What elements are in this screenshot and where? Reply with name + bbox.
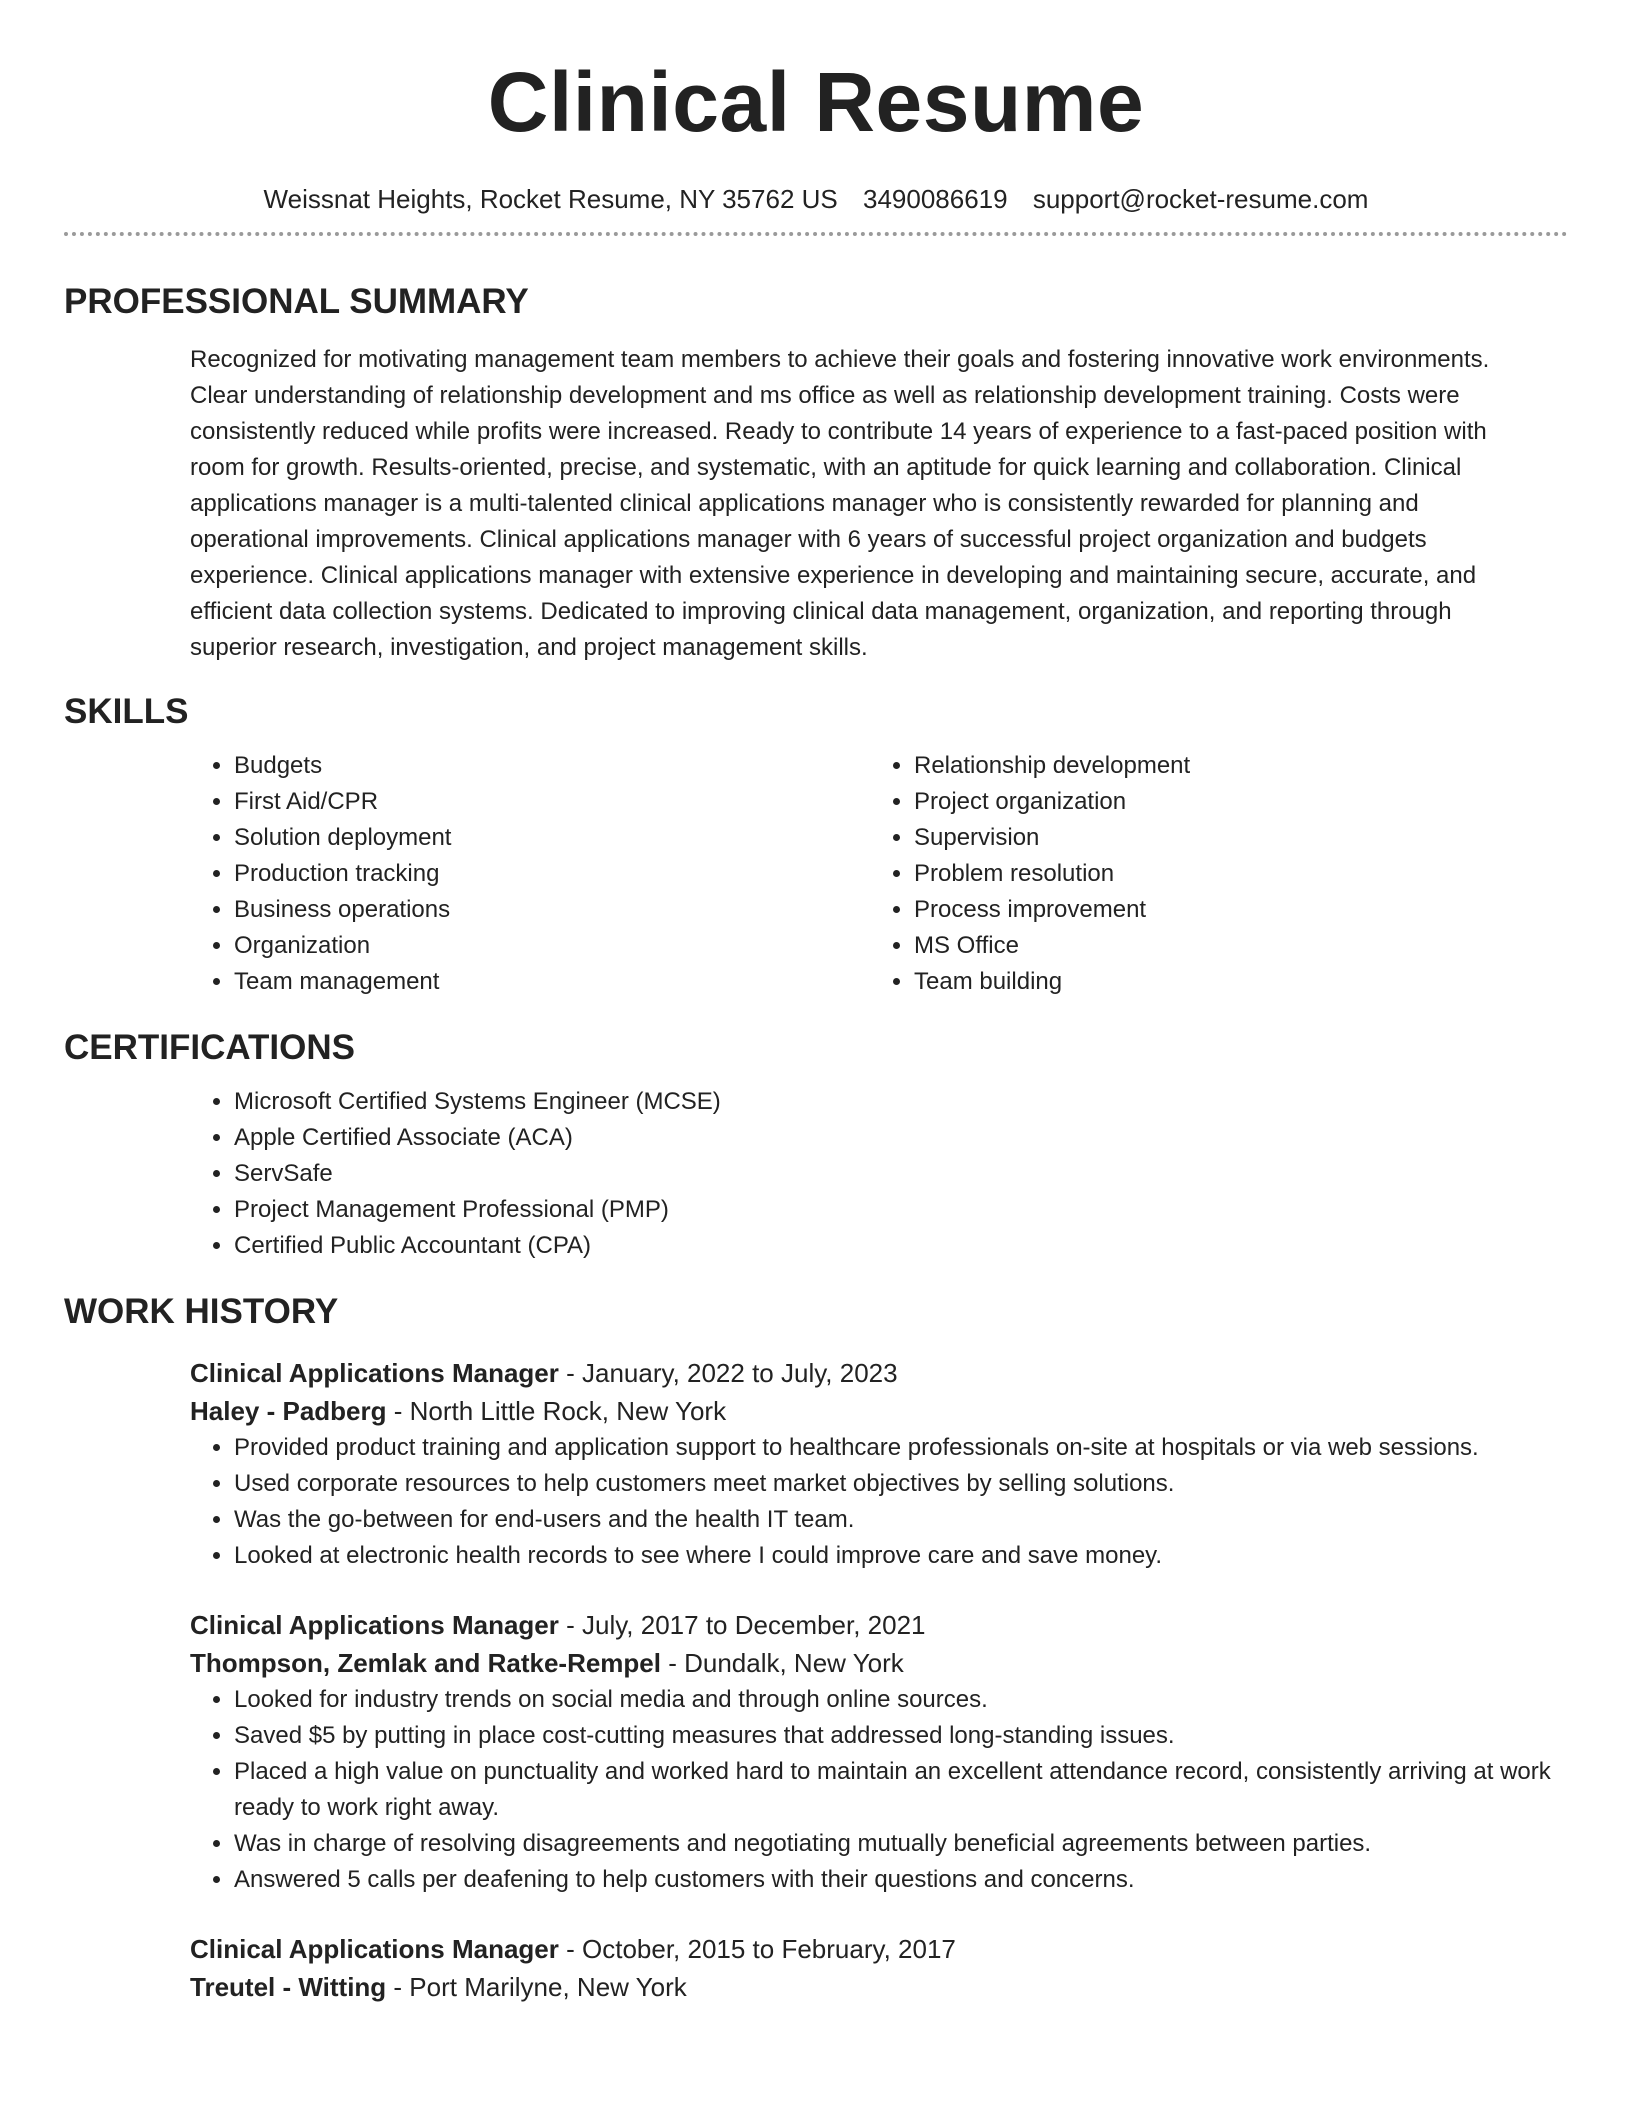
job-company: Treutel - Witting: [190, 1972, 387, 2002]
job-bullet: • Saved $5 by putting in place cost-cutting measures that addressed long-standing issues.: [234, 1718, 1568, 1754]
job-entry: [190, 1606, 1568, 1898]
certification-item: • ServSafe: [234, 1156, 1568, 1192]
job-company-line: [190, 1392, 1568, 1430]
job-company: Thompson, Zemlak and Ratke-Rempel: [190, 1648, 661, 1678]
job-dates: - July, 2017 to December, 2021: [558, 1610, 926, 1640]
work-history-heading: WORK HISTORY: [64, 1292, 339, 1331]
summary-heading: PROFESSIONAL SUMMARY: [64, 282, 529, 321]
skill-item: • Production tracking: [234, 856, 870, 892]
certifications-body: [190, 1084, 1568, 1264]
certification-item: • Microsoft Certified Systems Engineer (MCSE): [234, 1084, 1568, 1120]
skill-item: • Supervision: [914, 820, 1568, 856]
skills-heading: SKILLS: [64, 692, 189, 731]
job-role: Clinical Applications Manager: [190, 1610, 559, 1640]
certification-item: • Apple Certified Associate (ACA): [234, 1120, 1568, 1156]
job-bullet: • Was the go-between for end-users and the health IT team.: [234, 1502, 1568, 1538]
skills-grid: [190, 748, 1568, 1000]
job-bullet: • Looked for industry trends on social media and through online sources.: [234, 1682, 1568, 1718]
skills-list-left: [190, 748, 870, 1000]
job-entry: [190, 1930, 1568, 2006]
job-company-line: [190, 1968, 1568, 2006]
skill-item: • Organization: [234, 928, 870, 964]
skill-item: • Team management: [234, 964, 870, 1000]
job-bullet: • Looked at electronic health records to see where I could improve care and save money.: [234, 1538, 1568, 1574]
contact-address: Weissnat Heights, Rocket Resume, NY 35762 US: [263, 184, 838, 214]
skill-item: • Solution deployment: [234, 820, 870, 856]
contact-line: [64, 182, 1568, 216]
job-entry: [190, 1354, 1568, 1574]
summary-text: Recognized for motivating management team members to achieve their goals and fostering innovative work environments. Clear understanding of relationship development and ms office as well as relationship development training. Costs were consistently reduced while profits were increased. Ready to contribute 14 years of experience to a fast-paced position with room for growth. Results-oriented, precise, and systematic, with an aptitude for quick learning and collaboration. Clinical applications manager is a multi-talented clinical applications manager who is consistently rewarded for planning and operational improvements. Clinical applications manager with 6 years of successful project organization and budgets experience. Clinical applications manager with extensive experience in developing and maintaining secure, accurate, and efficient data collection systems. Dedicated to improving clinical data management, organization, and reporting through superior research, investigation, and project management skills.: [190, 346, 1490, 661]
job-bullets: [190, 1682, 1568, 1898]
skill-item: • Team building: [914, 964, 1568, 1000]
contact-email: support@rocket-resume.com: [1032, 184, 1369, 214]
job-bullets: [190, 1430, 1568, 1574]
skill-item: • Budgets: [234, 748, 870, 784]
resume-name: Clinical Resume: [487, 55, 1145, 149]
job-bullet: • Placed a high value on punctuality and worked hard to maintain an excellent attendance record, consistently arriving at work ready to work right away.: [234, 1754, 1568, 1826]
job-location: - North Little Rock, New York: [386, 1396, 727, 1426]
skills-list-right: [870, 748, 1568, 1000]
skill-item: • Process improvement: [914, 892, 1568, 928]
job-role: Clinical Applications Manager: [190, 1358, 559, 1388]
skill-item: • Relationship development: [914, 748, 1568, 784]
certifications-heading: CERTIFICATIONS: [64, 1028, 356, 1067]
job-bullet: • Was in charge of resolving disagreements and negotiating mutually beneficial agreements between parties.: [234, 1826, 1568, 1862]
job-dates: - January, 2022 to July, 2023: [558, 1358, 898, 1388]
job-role: Clinical Applications Manager: [190, 1934, 559, 1964]
certification-item: • Certified Public Accountant (CPA): [234, 1228, 1568, 1264]
job-bullet: • Used corporate resources to help customers meet market objectives by selling solutions.: [234, 1466, 1568, 1502]
skill-item: • MS Office: [914, 928, 1568, 964]
job-bullet: • Answered 5 calls per deafening to help customers with their questions and concerns.: [234, 1862, 1568, 1898]
skill-item: • Problem resolution: [914, 856, 1568, 892]
job-location: - Dundalk, New York: [660, 1648, 904, 1678]
job-bullet: • Provided product training and application support to healthcare professionals on-site at hospitals or via web sessions.: [234, 1430, 1568, 1466]
contact-phone: 3490086619: [862, 184, 1008, 214]
skill-item: • Business operations: [234, 892, 870, 928]
job-dates: - October, 2015 to February, 2017: [558, 1934, 956, 1964]
job-company: Haley - Padberg: [190, 1396, 387, 1426]
skill-item: • Project organization: [914, 784, 1568, 820]
certifications-list: [190, 1084, 1568, 1264]
skill-item: • First Aid/CPR: [234, 784, 870, 820]
certification-item: • Project Management Professional (PMP): [234, 1192, 1568, 1228]
header-divider: [64, 232, 1568, 236]
job-company-line: [190, 1644, 1568, 1682]
job-title-line: [190, 1354, 1568, 1392]
job-title-line: [190, 1930, 1568, 1968]
job-title-line: [190, 1606, 1568, 1644]
job-location: - Port Marilyne, New York: [386, 1972, 687, 2002]
